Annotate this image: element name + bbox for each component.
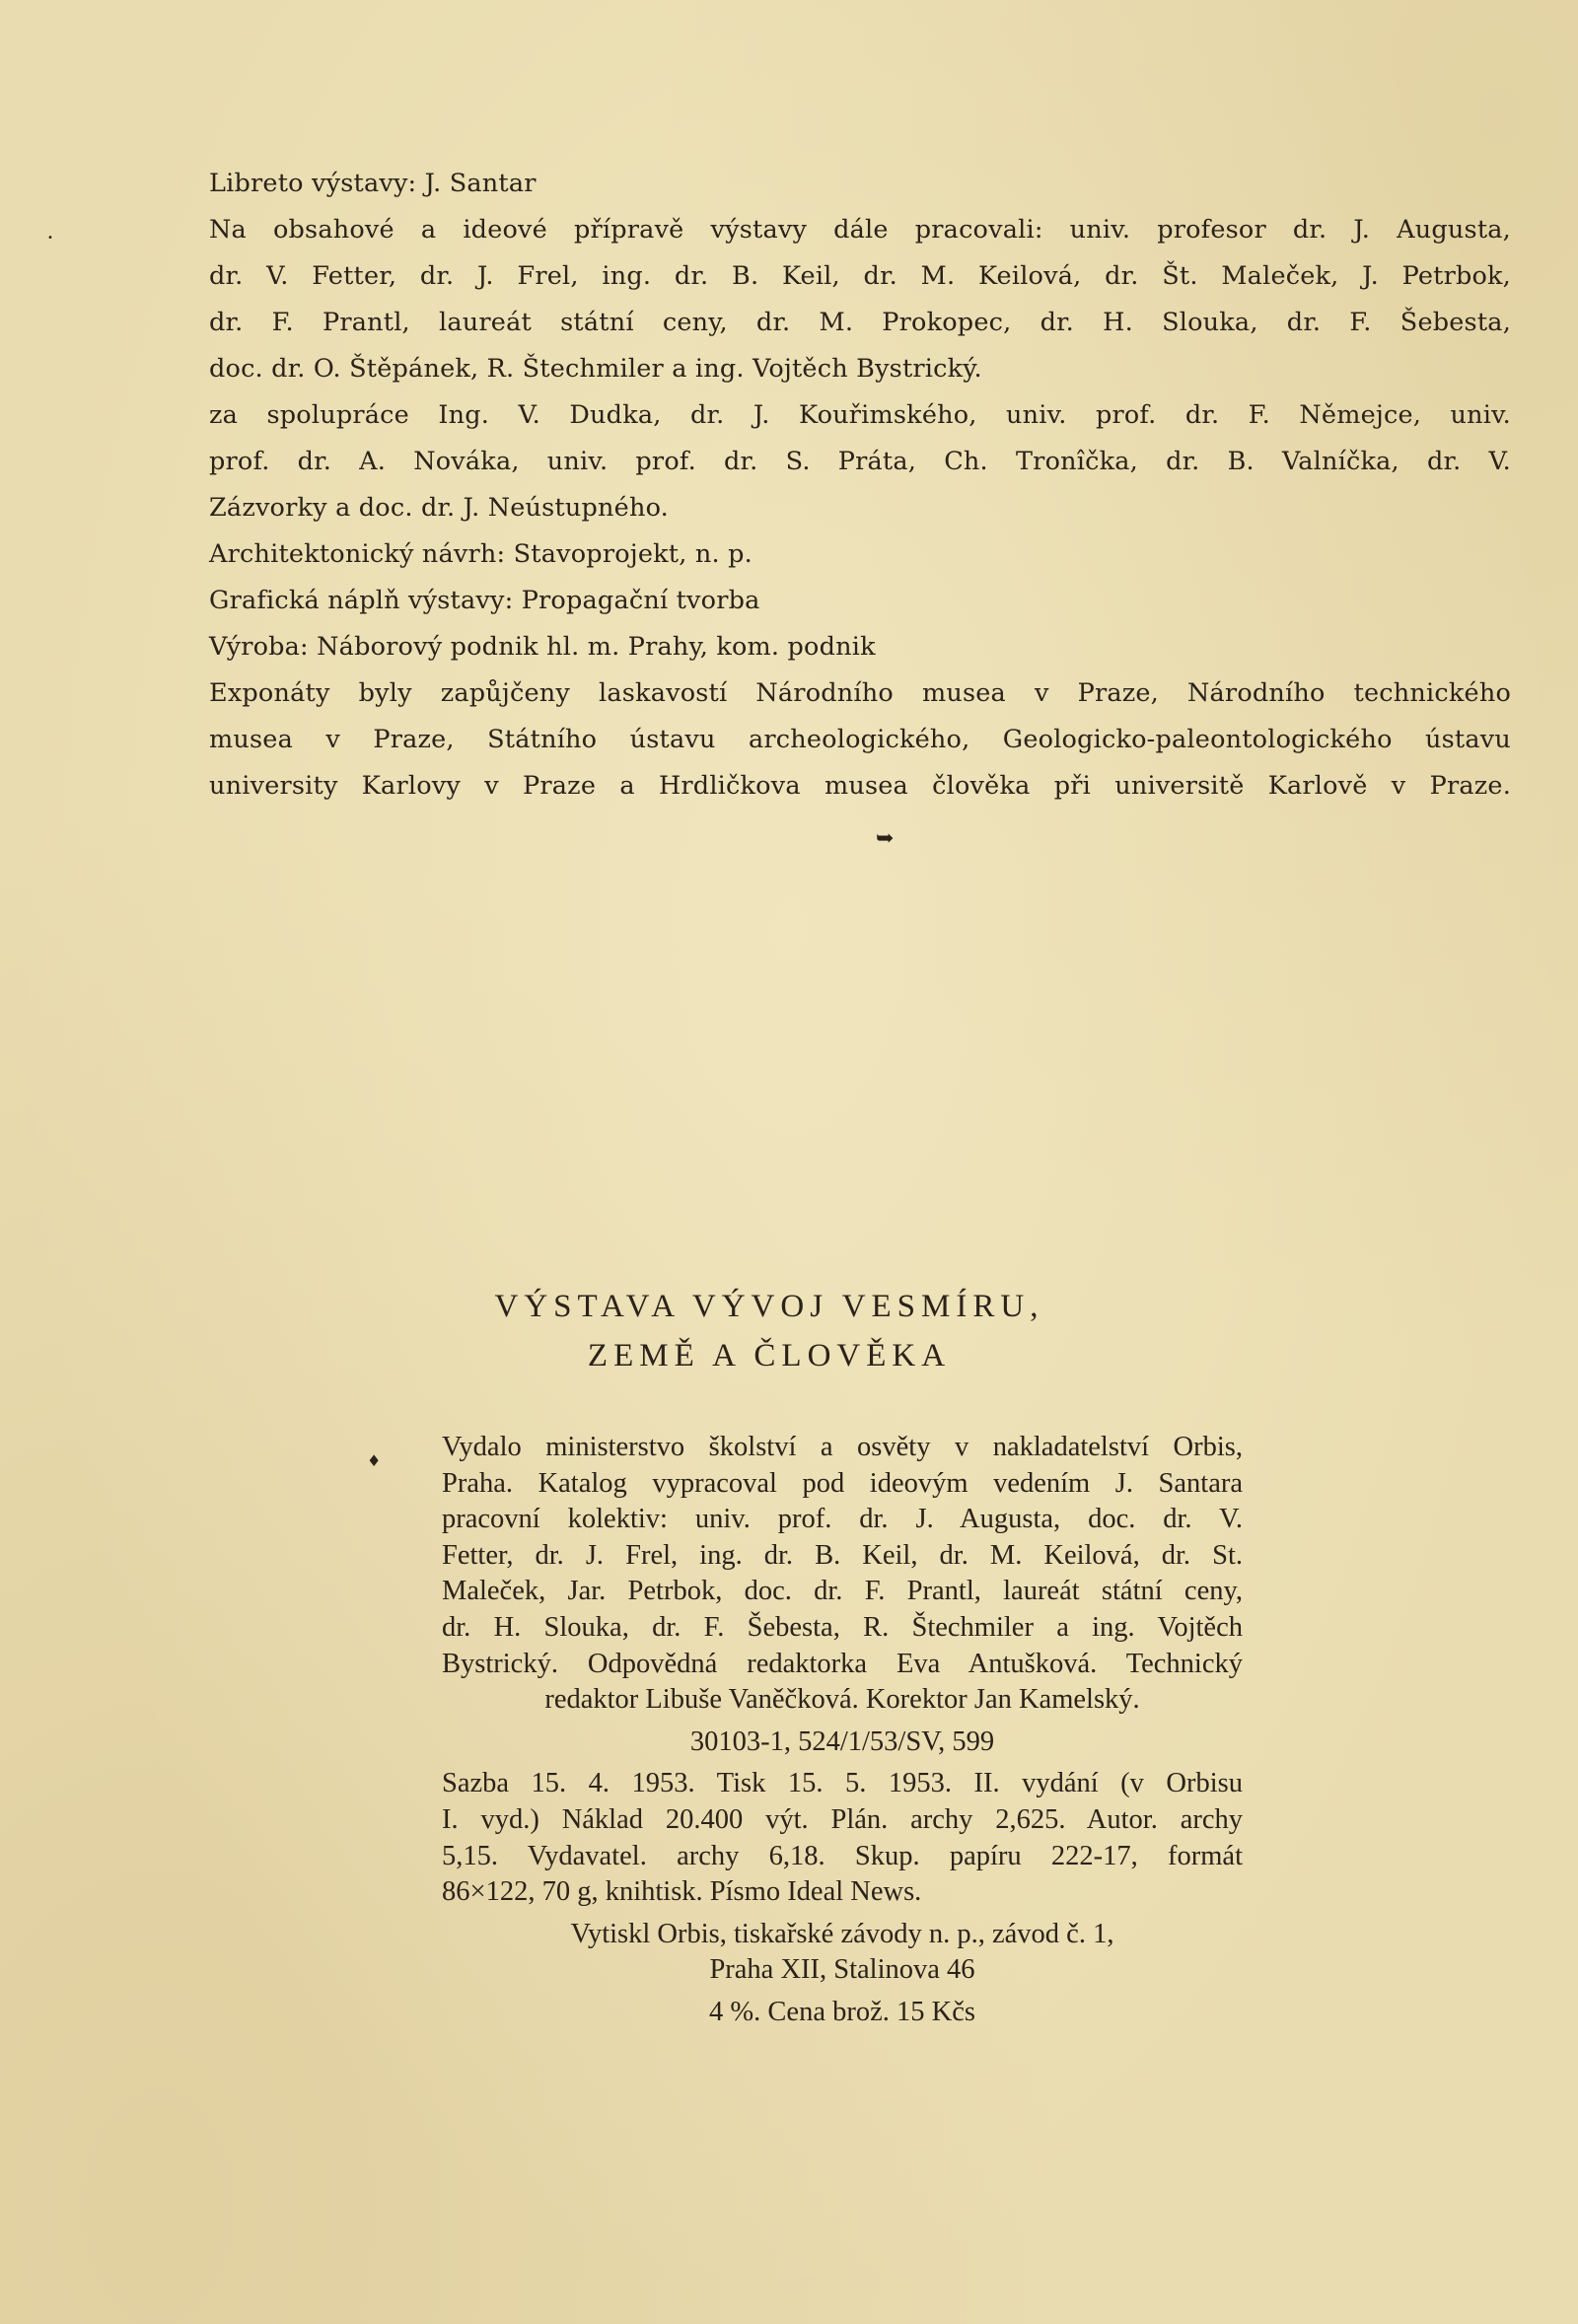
colophon-line: 86×122, 70 g, knihtisk. Písmo Ideal News.: [442, 1876, 922, 1908]
colophon-line: Vydalo ministerstvo školství a osvěty v nakladatelství Orbis,: [442, 1432, 1243, 1462]
colophon-line: I. vyd.) Náklad 20.400 výt. Plán. archy 2,625. Autor. archy: [442, 1803, 1243, 1835]
exhibition-title: [394, 1282, 1144, 1380]
colophon: [442, 1430, 1243, 2031]
publication-code: 30103-1, 524/1/53/SV, 599: [689, 1725, 995, 1757]
credits-line-exhibits: Exponáty byly zapůjčeny laskavostí Národního musea v Praze, Národního technického: [209, 678, 1511, 708]
ink-mark: ➥: [876, 826, 895, 851]
colophon-line: Bystrický. Odpovědná redaktorka Eva Antušková. Technický: [442, 1648, 1243, 1679]
colophon-line: 5,15. Vydavatel. archy 6,18. Skup. papíru 222-17, formát: [442, 1840, 1243, 1871]
credits-line: doc. dr. O. Štěpánek, R. Štechmiler a ing. Vojtěch Bystrický.: [209, 354, 982, 384]
credits-line: Zázvorky a doc. dr. J. Neústupného.: [209, 493, 669, 523]
credits-line-graphics: Grafická náplň výstavy: Propagační tvorba: [209, 586, 760, 615]
credits-line: za spolupráce Ing. V. Dudka, dr. J. Kouřimského, univ. prof. dr. F. Němejce, univ.: [209, 400, 1511, 430]
credits-line-exhibits: university Karlovy v Praze a Hrdličkova musea člověka při universitě Karlově v Praze.: [209, 771, 1511, 801]
credits-line-libreto: Libreto výstavy: J. Santar: [209, 169, 537, 198]
publisher-paragraph: [442, 1430, 1243, 1719]
printer-address: Praha XII, Stalinova 46: [709, 1954, 975, 1986]
credits-line: Na obsahové a ideové přípravě výstavy dále pracovali: univ. profesor dr. J. Augusta,: [209, 215, 1511, 245]
colophon-line: Praha. Katalog vypracoval pod ideovým vedením J. Santara: [442, 1467, 1243, 1499]
colophon-line: Maleček, Jar. Petrbok, doc. dr. F. Prantl, laureát státní ceny,: [442, 1576, 1243, 1607]
credits-line: dr. V. Fetter, dr. J. Frel, ing. dr. B. Keil, dr. M. Keilová, dr. Št. Maleček, J. Petrbok,: [209, 261, 1511, 291]
colophon-line: Sazba 15. 4. 1953. Tisk 15. 5. 1953. II. vydání (v Orbisu: [442, 1768, 1243, 1799]
title-line: VÝSTAVA VÝVOJ VESMÍRU,: [494, 1289, 1044, 1324]
credits-line: prof. dr. A. Nováka, univ. prof. dr. S. Práta, Ch. Tronîčka, dr. B. Valníčka, dr. V.: [209, 447, 1511, 476]
ink-mark: ♦: [367, 1451, 382, 1470]
credits-line: dr. F. Prantl, laureát státní ceny, dr. M. Prokopec, dr. H. Slouka, dr. F. Šebesta,: [209, 308, 1511, 337]
title-line: ZEMĚ A ČLOVĚKA: [587, 1338, 952, 1373]
printer-line: Vytiskl Orbis, tiskařské závody n. p., závod č. 1,: [570, 1918, 1114, 1949]
print-details: [442, 1766, 1243, 1910]
credits-block: [209, 161, 1511, 810]
ink-speck: •: [47, 233, 53, 244]
colophon-line: pracovní kolektiv: univ. prof. dr. J. Augusta, doc. dr. V.: [442, 1504, 1243, 1535]
colophon-line: dr. H. Slouka, dr. F. Šebesta, R. Štechmiler a ing. Vojtěch: [442, 1611, 1243, 1643]
credits-line-production: Výroba: Náborový podnik hl. m. Prahy, kom. podnik: [209, 632, 876, 662]
credits-line-exhibits: musea v Praze, Státního ústavu archeologického, Geologicko-paleontologického ústavu: [209, 725, 1511, 754]
colophon-line: redaktor Libuše Vaněčková. Korektor Jan Kamelský.: [544, 1684, 1140, 1716]
colophon-line: Fetter, dr. J. Frel, ing. dr. B. Keil, dr. M. Keilová, dr. St.: [442, 1539, 1243, 1571]
credits-line-architecture: Architektonický návrh: Stavoprojekt, n. p.: [209, 539, 753, 569]
price-line: 4 %. Cena brož. 15 Kčs: [709, 1996, 975, 2027]
